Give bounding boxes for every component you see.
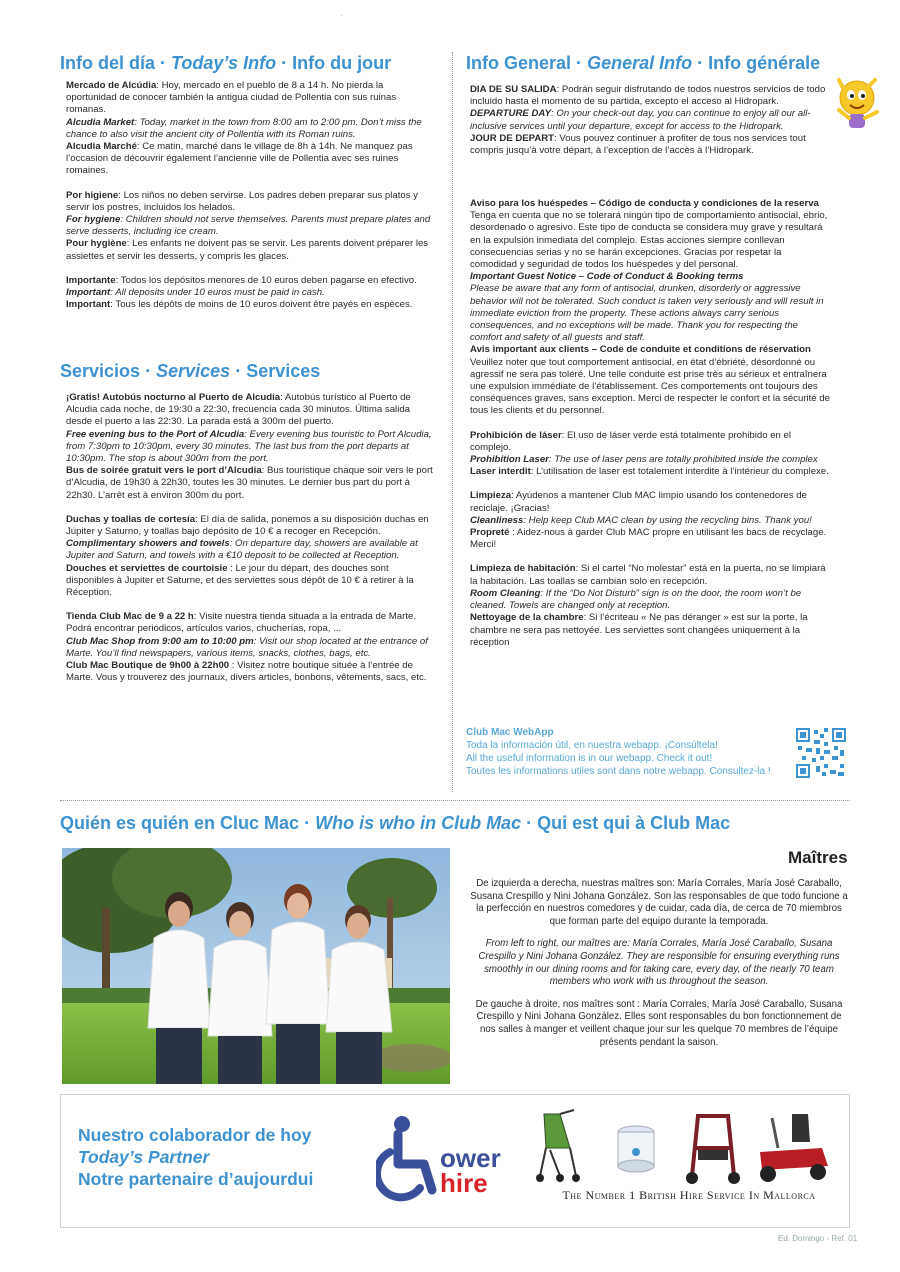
duchas-es: Duchas y toallas de cortesía: El día de salida, ponemos a su disposición duchas en Júpiter y Saturno, y toallas bajo depósito de 10 € a recoger en Recepción. bbox=[66, 513, 429, 538]
salida-fr: JOUR DE DEPART: Vous pouvez continuer à profiter de tous nos services tout compris jusqu’à votre départ, à l’exception de l’accès à l’Hidropark. bbox=[470, 132, 806, 157]
partner-fr: Notre partenaire d’aujourdui bbox=[78, 1169, 314, 1189]
partner-es: Nuestro colaborador de hoy bbox=[78, 1125, 312, 1145]
rollator-icon bbox=[684, 1110, 742, 1186]
aviso-es: Tenga en cuenta que no se tolerará ningún tipo de comportamiento antisocial, ebrio, desordenado o agresivo. Este tipo de conducta se considera muy grave y resultará en la expulsión inmediata del complejo. Estas acciones siempre conllevan consecuencias serias y no se harán excepciones. Gracias por respetar la comodidad y seguridad de todos los huéspedes y del personal. bbox=[470, 210, 828, 271]
sterilizer-icon bbox=[614, 1122, 658, 1178]
higiene-es: Por higiene: Los niños no deben servirse. Los padres deben preparar sus platos y servir los postres, incluidos los helados. bbox=[66, 189, 418, 213]
aviso-en-title: Important Guest Notice – Code of Conduct & Booking terms bbox=[470, 271, 744, 283]
maitres-en: From left to right, our maîtres are: María Corrales, María José Caraballo, Susana Crespillo y Nini Johana González. They are responsible for ensuring everything runs smoothly in our dining rooms and for taking care, every day, of the nearly 70 team members who work with us throughout the season. bbox=[478, 938, 840, 988]
limpieza-en: Cleanliness: Help keep Club MAC clean by using the recycling bins. Thank you! bbox=[470, 514, 812, 526]
habitacion-es: Limpieza de habitación: Si el cartel “No molestar” está en la puerta, no se limpiará la habitación. Las toallas se cambian solo en recepción. bbox=[470, 563, 826, 587]
partner-en: Today’s Partner bbox=[78, 1147, 210, 1167]
servicios-heading: Servicios · Services · Services bbox=[60, 361, 321, 381]
footer-ref: Ed. Domingo - Ref. 01 bbox=[778, 1234, 858, 1243]
maitres-photo bbox=[62, 848, 450, 1084]
importante-en: Important: All deposits under 10 euros must be paid in cash. bbox=[66, 287, 325, 299]
laser-en: Prohibition Laser: The use of laser pens are totally prohibited inside the complex bbox=[470, 454, 818, 466]
logo-bottom-text: hire bbox=[440, 1168, 488, 1198]
section-divider bbox=[60, 800, 850, 801]
partner-heading bbox=[78, 1124, 313, 1190]
tienda-es: Tienda Club Mac de 9 a 22 h: Visite nuestra tienda situada a la entrada de Marte. Podrá encontrar periódicos, artículos varios, chucherías, ropa, ... bbox=[66, 611, 416, 635]
mobility-scooter-icon bbox=[752, 1108, 836, 1188]
webapp-title: Club Mac WebApp bbox=[466, 727, 554, 738]
laser-es: Prohibición de láser: El uso de láser verde está totalmente prohibido en el complejo. bbox=[470, 429, 792, 453]
salida-es: DIA DE SU SALIDA: Podrán seguir disfrutando de todos nuestros servicios de todo incluido hasta el momento de su partida, excepto el acceso al Hidropark. bbox=[470, 84, 826, 108]
duchas-en: Complimentary showers and towels: On departure day, showers are available at Jupiter and Saturn, and towels with a €10 deposit to be collected at Reception. bbox=[66, 538, 418, 562]
info-general-heading: Info General · General Info · Info générale bbox=[466, 53, 821, 73]
info-dia-heading: Info del día · Today’s Info · Info du jour bbox=[60, 53, 392, 73]
webapp-fr: Toutes les informations utiles sont dans notre webapp. Consultez-la ! bbox=[466, 766, 771, 777]
importante-fr: Important: Tous les dépôts de moins de 10 euros doivent être payés en espèces. bbox=[66, 299, 413, 311]
aviso-fr: Veuillez noter que tout comportement antisocial, en état d’ébriété, désordonné ou agressif ne sera pas toléré. Une telle conduite est prise très au sérieux et entraînera une expulsion immédiate de l’établissement. Ces comportements ont toujours des conséquences graves, sans exception. Merci de respecter le confort et la sécurité de tous les clients et du personnel. bbox=[470, 356, 830, 417]
logo-top-text: ower bbox=[440, 1143, 501, 1173]
salida-block bbox=[470, 84, 830, 157]
mercado-en: Alcudia Market: Today, market in the town from 8:00 am to 2:00 pm. Don’t miss the chance to also visit the ancient city of Pollentia with its Roman ruins. bbox=[66, 116, 422, 140]
tienda-fr: Club Mac Boutique de 9h00 à 22h00 : Visitez notre boutique située à l’entrée de Marte. Vous y trouverez des journaux, divers articles, bonbons, vêtements, sacs, etc. bbox=[66, 660, 427, 684]
higiene-en: For hygiene: Children should not serve themselves. Parents must prepare plates and serve desserts, including ice cream. bbox=[66, 214, 431, 238]
importante-es: Importante: Todos los depósitos menores de 10 euros deben pagarse en efectivo. bbox=[66, 274, 417, 286]
webapp-en: All the useful information is in our webapp. Check it out! bbox=[466, 753, 713, 764]
salida-en: DEPARTURE DAY: On your check-out day, you can continue to enjoy all our all-inclusive services until your departure, except for access to the Hidropark. bbox=[470, 108, 811, 132]
limpieza-es: Limpieza: Ayúdenos a mantener Club MAC limpio usando los contenedores de reciclaje. ¡Gracias! bbox=[470, 490, 807, 514]
mercado-fr: Alcudia Marché: Ce matin, marché dans le village de 8h à 14h. Ne manquez pas l’occasion de découvrir également l’ancienne ville de Pollentia avec ses ruines romaines. bbox=[66, 141, 413, 177]
bus-fr: Bus de soirée gratuit vers le port d’Alcudia: Bus touristique chaque soir vers le port d’Alcudia, de 19h30 à 22h30, toutes les 30 minutes. Le dernier bus part du port à 22h30. L’arrêt est à environ 300m du port. bbox=[66, 465, 433, 501]
habitacion-fr: Nettoyage de la chambre: Si l’écriteau « Ne pas déranger » est sur la porte, la chambre ne sera pas nettoyée. Les serviettes sont changées uniquement à la réception bbox=[470, 612, 808, 648]
aviso-es-title: Aviso para los huéspedes – Código de conducta y condiciones de la reserva bbox=[470, 198, 819, 209]
servicios-body bbox=[66, 392, 436, 684]
higiene-fr: Pour hygiène: Les enfants ne doivent pas se servir. Les parents doivent préparer les assiettes et servir les desserts, y compris les glaces. bbox=[66, 238, 429, 262]
webapp-es: Toda la información útil, en nuestra webapp. ¡Consúltela! bbox=[466, 740, 718, 751]
bus-es: ¡Gratis! Autobús nocturno al Puerto de Alcudia: Autobús turístico al Puerto de Alcudia cada noche, de 19:30 a 22:30, frecuencia cada 30 minutos. Última salida desde el puerto a las 22:30. La parada está a 300m del puerto. bbox=[66, 392, 411, 428]
laser-fr: Laser interdit: L’utilisation de laser est totalement interdite à l’intérieur du complexe. bbox=[470, 466, 829, 478]
stroller-icon bbox=[530, 1108, 594, 1184]
column-divider bbox=[452, 52, 453, 792]
partner-tagline: The Number 1 British Hire Service In Mallorca bbox=[562, 1188, 816, 1202]
maitres-subtitle: Maîtres bbox=[788, 848, 848, 867]
info-dia-body bbox=[66, 80, 436, 311]
maitres-body bbox=[468, 878, 850, 1049]
webapp-block bbox=[466, 726, 796, 778]
maitres-es: De izquierda a derecha, nuestras maîtres son: María Corrales, María José Caraballo, Susana Crespillo y Nini Johana González. Son las responsables de que todo funcione a la perfección en nuestros comedores y de cuidar, cada día, de cerca de 70 miembros que forman parte del equipo durante la temporada. bbox=[470, 878, 848, 927]
qr-code-icon[interactable] bbox=[794, 726, 848, 780]
habitacion-en: Room Cleaning: If the “Do Not Disturb” sign is on the door, the room won’t be cleaned. Towels are changed only at reception. bbox=[470, 587, 802, 612]
aviso-en: Please be aware that any form of antisocial, drunken, disorderly or aggressive behavior will not be tolerated. Such conduct is taken very seriously and will result in immediate eviction from the property. These actions always carry serious consequences, and no exceptions will be made. Thank you for respecting the comfort and safety of all guests and staff. bbox=[470, 283, 824, 344]
bus-en: Free evening bus to the Port of Alcudia: Every evening bus touristic to Port Alcudia, from 7:30pm to 10:30pm, every 30 minutes. The last bus from the port departs at 10:30pm. The stop is about 300m from the port. bbox=[66, 428, 432, 465]
top-mark: · bbox=[340, 10, 344, 21]
tienda-en: Club Mac Shop from 9:00 am to 10:00 pm: Visit our shop located at the entrance of Marte. You’ll find newspapers, various items, snacks, clothes, bags, etc. bbox=[66, 635, 428, 659]
wheelchair-logo-icon bbox=[376, 1114, 442, 1204]
mercado-es: Mercado de Alcúdia: Hoy, mercado en el pueblo de 8 a 14 h. No pierda la oportunidad de conocer también la antigua ciudad de Pollentia con sus ruinas romanas. bbox=[66, 80, 397, 116]
limpieza-fr: Propreté : Aidez-nous à garder Club MAC propre en utilisant les bacs de recyclage. Merci! bbox=[470, 527, 827, 551]
duchas-fr: Douches et serviettes de courtoisie : Le jour du départ, des douches sont disponibles à Jupiter et Saturne, et des serviettes sous dépôt de 10 € à retirer à la Réception. bbox=[66, 562, 414, 599]
aviso-fr-title: Avis important aux clients – Code de conduite et conditions de réservation bbox=[470, 344, 811, 356]
aviso-block bbox=[470, 198, 830, 649]
mascot-icon bbox=[833, 76, 885, 134]
quien-heading: Quién es quién en Cluc Mac · Who is who in Club Mac · Qui est qui à Club Mac bbox=[60, 813, 731, 833]
maitres-fr: De gauche à droite, nos maîtres sont : María Corrales, María José Caraballo, Susana Crespillo y Nini Johana González. Elles sont responsables du bon fonctionnement de nos salles à manger et veillent chaque jour sur les quelque 70 membres de l’équipe présents pendant la saison. bbox=[475, 998, 843, 1048]
